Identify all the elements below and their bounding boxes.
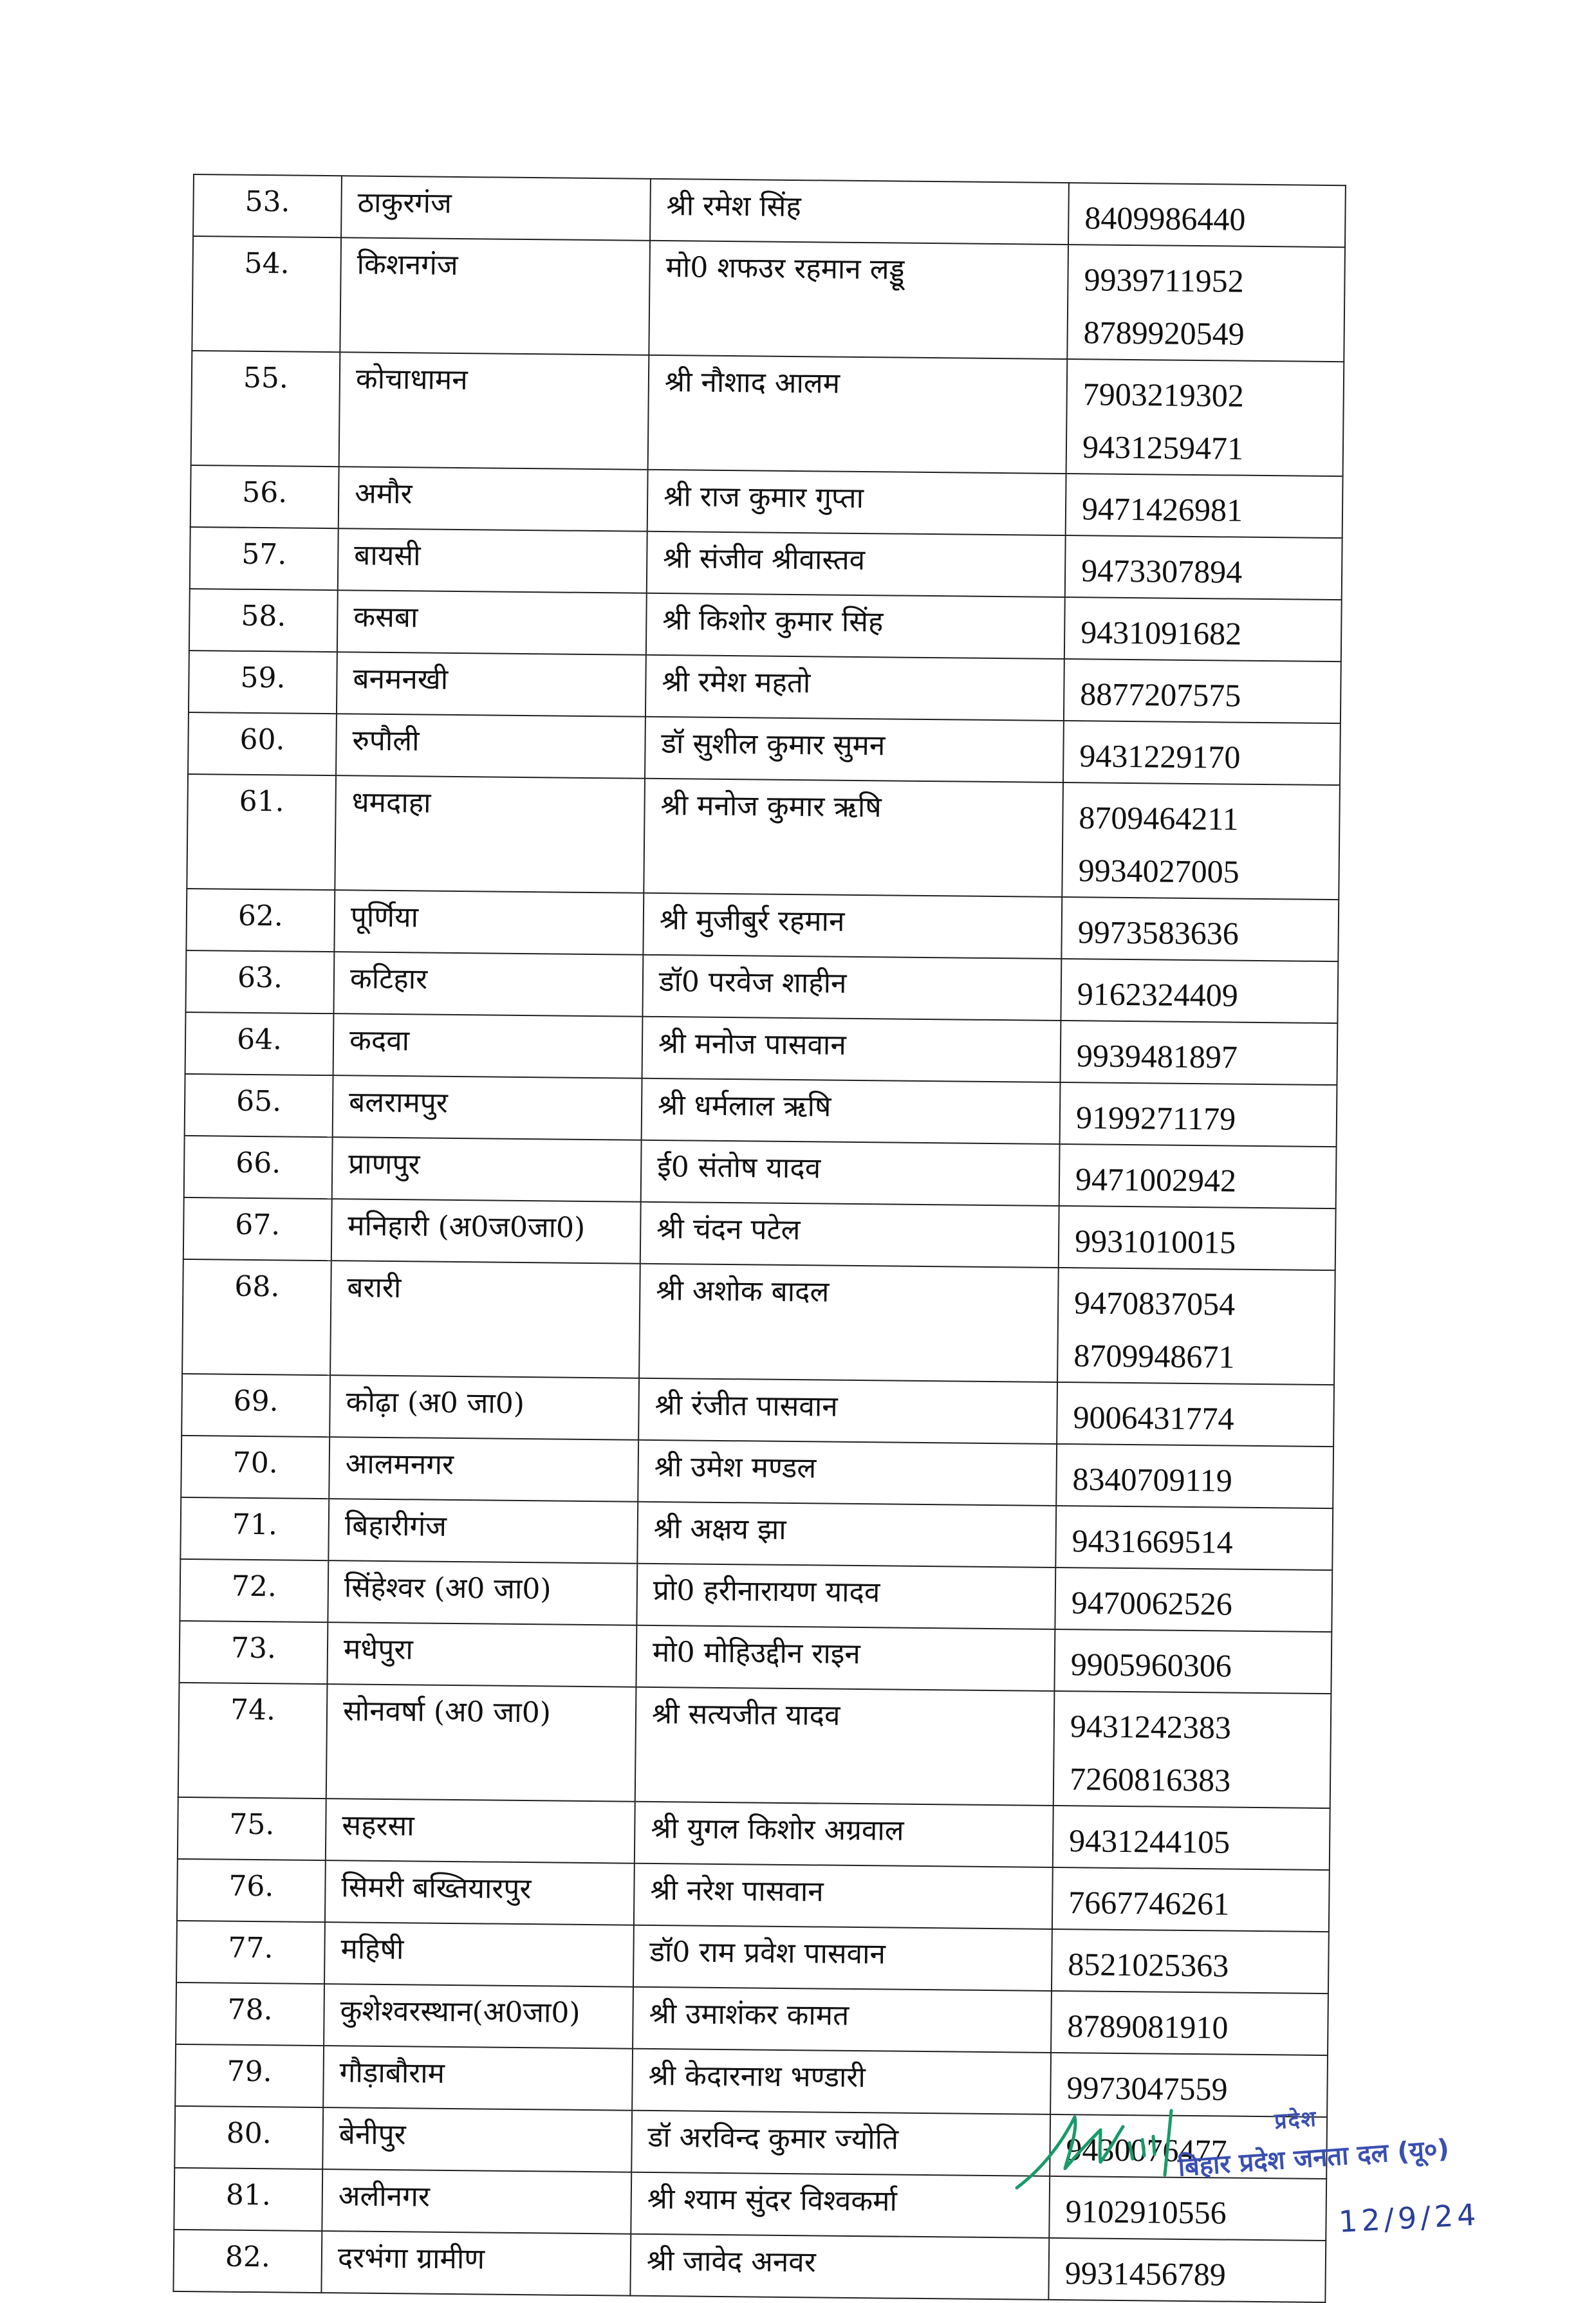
serial-number: 74. — [178, 1683, 328, 1799]
constituency-name: किशनगंज — [340, 237, 650, 355]
constituency-name: कसबा — [337, 590, 647, 655]
serial-number: 82. — [173, 2230, 322, 2293]
table-row — [185, 1074, 1337, 1147]
constituency-name: आलमनगर — [329, 1437, 638, 1502]
serial-number: 77. — [176, 1921, 325, 1984]
phone-number: 9939481897 — [1076, 1037, 1238, 1075]
table-row — [189, 589, 1342, 661]
serial-number: 78. — [176, 1983, 324, 2046]
phone-number: 9470837054 — [1073, 1284, 1236, 1322]
table-row — [181, 1374, 1334, 1447]
phone-cell — [1064, 659, 1341, 723]
phone-cell — [1061, 1021, 1338, 1085]
candidate-name: श्री केदारनाथ भण्डारी — [632, 2049, 1051, 2114]
constituency-name: कुशेश्वरस्थान(अ0जा0) — [324, 1984, 633, 2049]
phone-number: 9471426981 — [1081, 490, 1243, 528]
phone-number: 9431091682 — [1080, 614, 1242, 652]
table-row — [183, 1198, 1336, 1270]
table-row — [180, 1559, 1332, 1632]
constituency-name: धमदाहा — [335, 775, 645, 893]
candidate-name: डॉ0 परवेज शाहीन — [642, 955, 1061, 1021]
phone-cell — [1059, 1144, 1337, 1208]
candidate-name: श्री राज कुमार गुप्ता — [647, 470, 1066, 535]
constituency-name: कदवा — [333, 1013, 643, 1078]
table-row — [182, 1259, 1335, 1385]
phone-cell — [1057, 1268, 1335, 1385]
serial-number: 58. — [189, 589, 338, 652]
candidate-name: श्री नरेश पासवान — [634, 1864, 1053, 1929]
serial-number: 68. — [182, 1259, 331, 1375]
candidate-name: श्री नौशाद आलम — [648, 355, 1068, 474]
phone-number: 9006431774 — [1073, 1399, 1234, 1437]
candidate-name: श्री अक्षय झा — [637, 1502, 1056, 1568]
stamp-line-2: बिहार प्रदेश जनता दल (यू०) — [1177, 2134, 1451, 2183]
constituency-name: मनिहारी (अ0ज0जा0) — [331, 1199, 641, 1264]
phone-cell — [1068, 183, 1346, 247]
stamp-line-1: प्रदेश — [1273, 2105, 1318, 2135]
serial-number: 80. — [174, 2106, 323, 2169]
table-row — [190, 465, 1343, 538]
serial-number: 60. — [188, 712, 337, 775]
constituency-name: गौड़ाबौराम — [323, 2046, 633, 2111]
candidate-name: डॉ अरविन्द कुमार ज्योति — [631, 2111, 1050, 2176]
phone-cell — [1057, 1382, 1334, 1447]
constituency-name: कोढ़ा (अ0 जा0) — [329, 1375, 639, 1440]
table-row — [173, 2230, 1326, 2302]
phone-number: 9905960306 — [1070, 1646, 1232, 1684]
constituency-name: बरारी — [330, 1261, 640, 1378]
candidate-name: श्री श्याम सुंदर विश्वकर्मा — [631, 2172, 1050, 2238]
phone-cell — [1048, 2238, 1326, 2302]
phone-number: 8340709119 — [1072, 1461, 1233, 1499]
phone-cell — [1061, 897, 1339, 961]
serial-number: 81. — [174, 2168, 322, 2231]
table-row — [185, 1012, 1338, 1085]
table-row — [193, 174, 1346, 247]
phone-cell — [1053, 1806, 1330, 1870]
candidate-name: ई0 संतोष यादव — [641, 1140, 1060, 1206]
table-row — [191, 351, 1344, 476]
candidate-name: श्री रमेश महतो — [645, 655, 1064, 721]
phone-cell — [1055, 1506, 1333, 1570]
candidate-name: श्री रमेश सिंह — [650, 179, 1069, 245]
constituency-name: अलीनगर — [322, 2169, 631, 2234]
table-row — [184, 1136, 1337, 1208]
constituency-name: बिहारीगंज — [328, 1499, 638, 1564]
phone-number: 9473307894 — [1081, 552, 1243, 590]
phone-number: 9431242383 — [1070, 1708, 1232, 1746]
constituency-name: कटिहार — [333, 952, 643, 1017]
phone-cell — [1066, 474, 1343, 538]
constituency-name: मधेपुरा — [327, 1622, 636, 1687]
candidate-name: श्री उमेश मण्डल — [638, 1440, 1057, 1506]
constituency-name: सहरसा — [326, 1799, 635, 1864]
constituency-name: अमौर — [339, 467, 648, 532]
phone-cell — [1066, 359, 1344, 476]
phone-number: 8709948671 — [1073, 1337, 1235, 1375]
phone-number: 9431229170 — [1079, 737, 1241, 775]
serial-number: 62. — [186, 889, 335, 952]
serial-number: 66. — [184, 1136, 333, 1199]
candidate-name: श्री मनोज पासवान — [642, 1017, 1061, 1082]
table-row — [178, 1797, 1330, 1870]
phone-number: 8789920549 — [1083, 314, 1245, 352]
phone-number: 9973047559 — [1066, 2069, 1228, 2107]
constituency-name: कोचाधामन — [339, 352, 649, 470]
phone-number: 7903219302 — [1082, 376, 1245, 414]
phone-number: 8877207575 — [1080, 676, 1241, 714]
table-row — [176, 1921, 1329, 1993]
candidate-name: श्री युगल किशोर अग्रवाल — [635, 1802, 1053, 1867]
constituency-name: सिमरी बख्तियारपुर — [325, 1860, 635, 1925]
candidate-name: मो0 शफउर रहमान लड्डू — [649, 241, 1068, 359]
candidate-name: श्री संजीव श्रीवास्तव — [647, 532, 1066, 597]
candidate-name: श्री मनोज कुमार ऋषि — [644, 779, 1063, 897]
phone-number: 9431259471 — [1082, 429, 1244, 467]
constituency-name: बेनीपुर — [322, 2107, 632, 2172]
document-sheet — [172, 174, 1345, 2303]
table-row — [176, 1983, 1328, 2055]
candidate-name: डॉ सुशील कुमार सुमन — [645, 717, 1064, 782]
table-row — [177, 1859, 1330, 1932]
candidate-name: डॉ0 राम प्रवेश पासवान — [633, 1925, 1052, 1991]
phone-number: 9430076477 — [1066, 2131, 1227, 2169]
serial-number: 75. — [178, 1797, 326, 1860]
table-row — [185, 950, 1338, 1023]
serial-number: 73. — [179, 1621, 328, 1684]
table-row — [188, 712, 1341, 785]
phone-number: 7667746261 — [1068, 1884, 1230, 1922]
candidate-name: श्री जावेद अनवर — [630, 2234, 1049, 2300]
party-stamp — [1177, 2104, 1538, 2239]
constituency-name: प्राणपुर — [332, 1137, 642, 1202]
phone-number: 9162324409 — [1077, 976, 1239, 1013]
table-row — [186, 889, 1339, 961]
phone-number: 9471002942 — [1075, 1161, 1237, 1199]
table-row — [187, 774, 1340, 900]
phone-number: 9470062526 — [1071, 1584, 1233, 1622]
candidate-name: श्री मुजीबुर्र रहमान — [643, 893, 1062, 959]
serial-number: 57. — [190, 527, 339, 590]
phone-cell — [1059, 1206, 1336, 1270]
phone-cell — [1056, 1444, 1333, 1508]
candidate-name: श्री सत्यजीत यादव — [635, 1687, 1055, 1806]
table-row — [179, 1621, 1332, 1694]
candidate-name: श्री धर्मलाल ऋषि — [642, 1078, 1061, 1144]
phone-cell — [1053, 1691, 1332, 1808]
constituency-name: महिषी — [324, 1922, 634, 1987]
table-row — [189, 651, 1341, 723]
phone-number: 9431244105 — [1068, 1822, 1230, 1860]
phone-number: 9931456789 — [1064, 2255, 1227, 2293]
phone-cell — [1062, 782, 1340, 900]
serial-number: 56. — [190, 465, 339, 528]
constituency-name: पूर्णिया — [334, 890, 644, 955]
constituency-name: सोनवर्षा (अ0 जा0) — [326, 1684, 636, 1802]
constituency-name: बायसी — [338, 528, 647, 593]
serial-number: 64. — [185, 1012, 334, 1075]
serial-number: 61. — [187, 774, 336, 890]
serial-number: 76. — [177, 1859, 326, 1922]
phone-number: 8789081910 — [1067, 2008, 1229, 2046]
phone-number: 8409986440 — [1084, 199, 1246, 237]
phone-cell — [1055, 1568, 1332, 1632]
candidate-name: श्री उमाशंकर कामत — [633, 1987, 1052, 2053]
serial-number: 65. — [185, 1074, 333, 1137]
constituency-name: ठाकुरगंज — [341, 176, 651, 241]
constituency-name: बलरामपुर — [333, 1075, 642, 1140]
candidate-table — [172, 174, 1346, 2303]
phone-cell — [1067, 245, 1345, 362]
phone-number: 9431669514 — [1072, 1522, 1233, 1560]
candidate-name: श्री रंजीत पासवान — [638, 1378, 1057, 1444]
table-row — [181, 1436, 1333, 1508]
serial-number: 69. — [181, 1374, 330, 1437]
phone-number: 9939711952 — [1084, 261, 1244, 299]
phone-cell — [1060, 1082, 1337, 1147]
serial-number: 72. — [180, 1559, 328, 1622]
phone-cell — [1052, 1867, 1330, 1932]
constituency-name: दरभंगा ग्रामीण — [321, 2231, 631, 2296]
serial-number: 55. — [191, 351, 340, 467]
serial-number: 79. — [175, 2044, 324, 2107]
serial-number: 63. — [185, 950, 334, 1013]
serial-number: 71. — [180, 1497, 329, 1560]
table-row — [192, 236, 1345, 362]
phone-cell — [1064, 597, 1342, 661]
phone-cell — [1052, 1929, 1329, 1993]
serial-number: 54. — [192, 236, 341, 352]
serial-number: 53. — [193, 174, 342, 237]
candidate-table-body — [173, 174, 1345, 2302]
stamp-date: 12/9/24 — [1337, 2197, 1481, 2239]
phone-cell — [1061, 959, 1338, 1023]
serial-number: 59. — [189, 651, 337, 714]
phone-number: 9931010015 — [1074, 1223, 1236, 1261]
phone-number: 7260816383 — [1069, 1761, 1231, 1799]
candidate-name: प्रो0 हरीनारायण यादव — [636, 1564, 1055, 1629]
candidate-name: मो0 मोहिउद्दीन राइन — [636, 1625, 1055, 1691]
phone-number: 9934027005 — [1078, 852, 1239, 890]
phone-cell — [1063, 721, 1341, 785]
serial-number: 67. — [183, 1198, 332, 1261]
phone-number: 8521025363 — [1068, 1946, 1229, 1984]
phone-cell — [1065, 535, 1342, 600]
candidate-name: श्री अशोक बादल — [639, 1264, 1059, 1382]
phone-cell — [1054, 1629, 1332, 1694]
constituency-name: बनमनखी — [337, 652, 646, 717]
phone-cell — [1051, 1991, 1328, 2055]
table-row — [190, 527, 1342, 600]
phone-number: 8709464211 — [1079, 799, 1239, 837]
constituency-name: रुपौली — [336, 714, 645, 779]
constituency-name: सिंहेश्वर (अ0 जा0) — [328, 1560, 637, 1625]
serial-number: 70. — [181, 1436, 329, 1499]
phone-number: 9973583636 — [1077, 914, 1239, 952]
table-row — [180, 1497, 1333, 1570]
candidate-name: श्री किशोर कुमार सिंह — [646, 593, 1065, 659]
phone-number: 9102910556 — [1065, 2193, 1227, 2231]
phone-number: 9199271179 — [1075, 1099, 1236, 1137]
candidate-name: श्री चंदन पटेल — [640, 1202, 1059, 1268]
table-row — [178, 1683, 1332, 1808]
